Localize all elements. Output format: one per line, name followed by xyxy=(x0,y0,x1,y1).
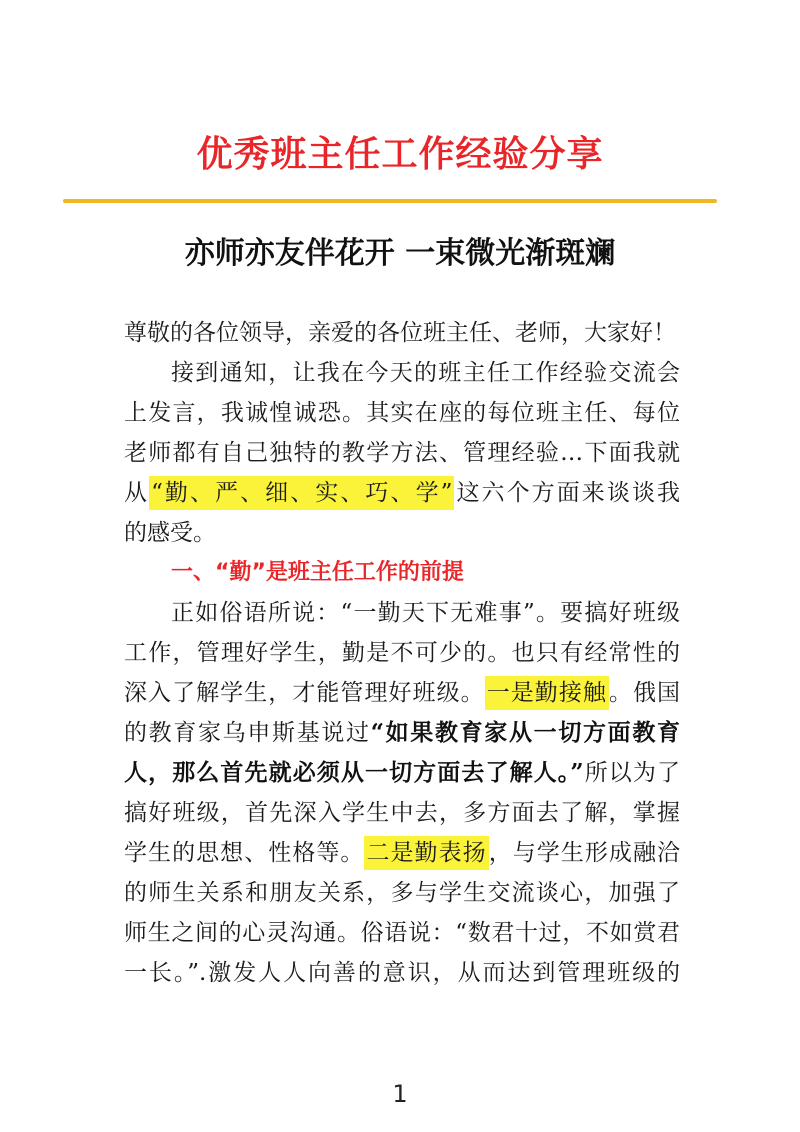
paragraph-line xyxy=(124,473,680,513)
paragraph-line: 工作，管理好学生，勤是不可少的。也只有经常性的 xyxy=(124,640,680,666)
paragraph-line xyxy=(124,713,680,753)
paragraph-line xyxy=(124,673,680,713)
paragraph-line: 正如俗语所说：“一勤天下无难事”。要搞好班级 xyxy=(171,600,680,626)
highlighted-text: 二是勤表扬 xyxy=(364,836,488,870)
quote-bold: “如果教育家从一切方面教育 xyxy=(370,719,681,746)
paragraph-line xyxy=(124,833,680,873)
document-body xyxy=(124,313,680,993)
paragraph-line: 接到通知，让我在今天的班主任工作经验交流会 xyxy=(171,360,680,386)
text-segment: 从 xyxy=(124,480,150,506)
greeting-line: 尊敬的各位领导，亲爱的各位班主任、老师，大家好！ xyxy=(124,320,676,346)
document-title: 优秀班主任工作经验分享 xyxy=(196,134,604,175)
text-segment: 这六个方面来谈谈我 xyxy=(454,480,681,506)
paragraph-line: 师生之间的心灵沟通。俗语说：“数君十过，不如赏君 xyxy=(124,920,680,946)
paragraph-line xyxy=(124,753,680,793)
paragraph-line: 上发言，我诚惶诚恐。其实在座的每位班主任、每位 xyxy=(124,400,680,426)
paragraph-line: 老师都有自己独特的教学方法、管理经验…下面我就 xyxy=(124,440,680,466)
text-segment: 深入了解学生，才能管理好班级。 xyxy=(124,680,485,706)
text-segment: 。俄国 xyxy=(608,680,681,706)
quote-bold: 人，那么首先就必须从一切方面去了解人。” xyxy=(124,759,584,786)
title-divider xyxy=(63,199,717,203)
highlighted-text: 一是勤接触 xyxy=(485,676,609,710)
paragraph-line: 的感受。 xyxy=(124,520,216,546)
page-number: 1 xyxy=(392,1080,408,1108)
paragraph-line: 一长。”.激发人人向善的意识，从而达到管理班级的 xyxy=(124,960,680,986)
text-segment: 所以为了 xyxy=(583,760,681,786)
text-segment: 的教育家乌申斯基说过 xyxy=(124,720,371,746)
text-segment: 学生的思想、性格等。 xyxy=(124,840,365,866)
paragraph-line: 搞好班级，首先深入学生中去，多方面去了解，掌握 xyxy=(124,800,680,826)
paragraph-line: 的师生关系和朋友关系，多与学生交流谈心，加强了 xyxy=(124,880,680,906)
section-heading: 一、“勤”是班主任工作的前提 xyxy=(171,560,464,585)
highlighted-text: “勤、严、细、实、巧、学” xyxy=(149,476,454,510)
document-subtitle: 亦师亦友伴花开 一束微光渐斑斓 xyxy=(184,236,616,271)
text-segment: ，与学生形成融洽 xyxy=(488,840,681,866)
